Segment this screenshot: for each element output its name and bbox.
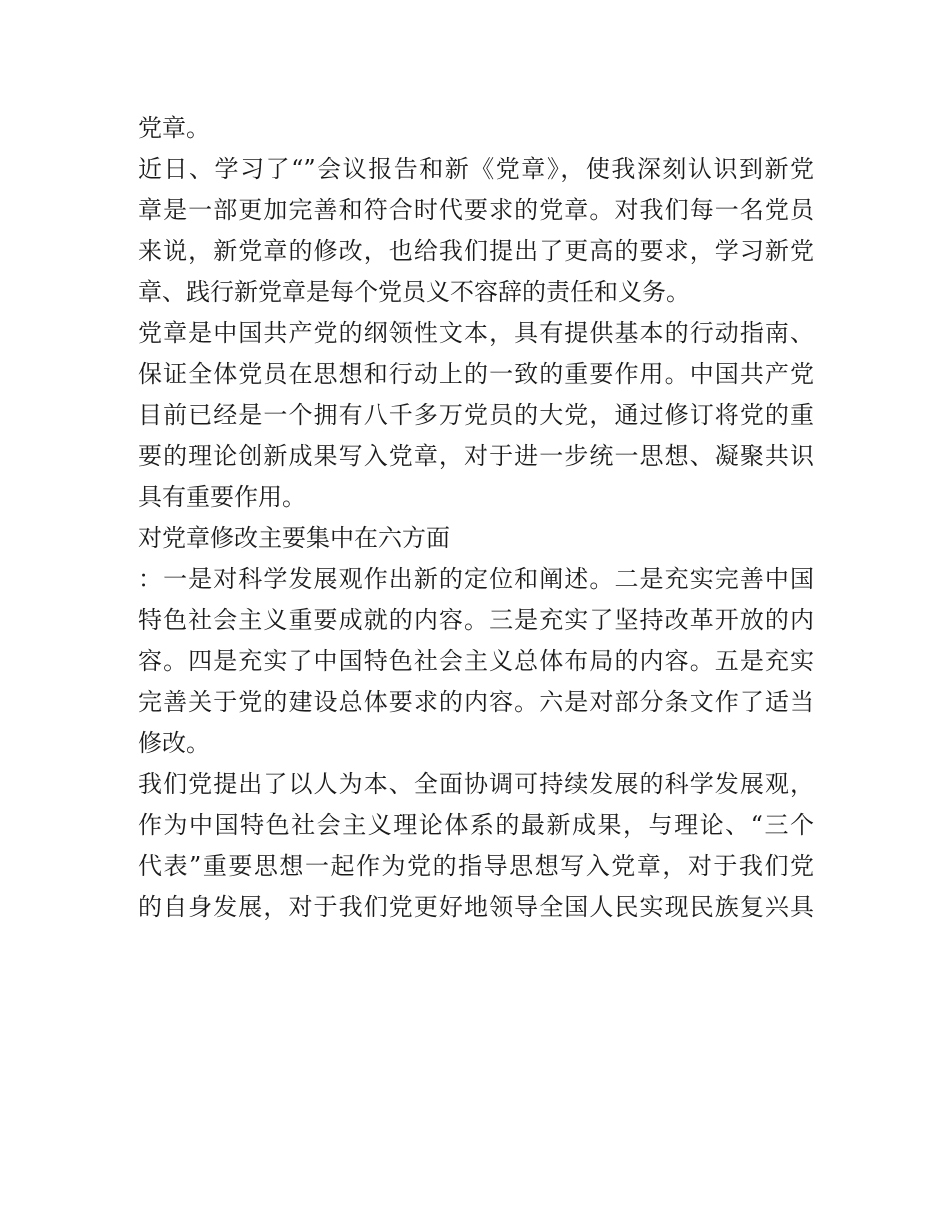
- text-line: 具有重要作用。: [138, 483, 306, 511]
- text-line: 对党章修改主要集中在六方面: [138, 524, 450, 552]
- text-line: 目前已经是一个拥有八千多万党员的大党，通过修订将党的重: [138, 401, 814, 429]
- text-line: 特色社会主义重要成就的内容。三是充实了坚持改革开放的内: [138, 606, 814, 634]
- text-line: 章是一部更加完善和符合时代要求的党章。对我们每一名党员: [138, 196, 814, 224]
- text-line: ：一是对科学发展观作出新的定位和阐述。二是充实完善中国: [138, 565, 814, 593]
- text-line: 修改。: [138, 729, 210, 757]
- text-line: 的自身发展，对于我们党更好地领导全国人民实现民族复兴具: [138, 893, 814, 921]
- text-line: 党章。: [138, 114, 210, 142]
- text-line: 作为中国特色社会主义理论体系的最新成果，与理论、“三个: [138, 811, 814, 839]
- text-line: 保证全体党员在思想和行动上的一致的重要作用。中国共产党: [138, 360, 814, 388]
- text-line: 来说，新党章的修改，也给我们提出了更高的要求，学习新党: [138, 237, 814, 265]
- text-line: 章、践行新党章是每个党员义不容辞的责任和义务。: [138, 278, 690, 306]
- text-line: 代表”重要思想一起作为党的指导思想写入党章，对于我们党: [138, 852, 814, 880]
- text-line: 党章是中国共产党的纲领性文本，具有提供基本的行动指南、: [138, 319, 814, 347]
- text-line: 要的理论创新成果写入党章，对于进一步统一思想、凝聚共识: [138, 442, 814, 470]
- document-body: [138, 108, 814, 928]
- text-line: 完善关于党的建设总体要求的内容。六是对部分条文作了适当: [138, 688, 814, 716]
- text-line: 我们党提出了以人为本、全面协调可持续发展的科学发展观，: [138, 770, 814, 798]
- text-line: 近日、学习了“”会议报告和新《党章》，使我深刻认识到新党: [138, 155, 814, 183]
- text-line: 容。四是充实了中国特色社会主义总体布局的内容。五是充实: [138, 647, 814, 675]
